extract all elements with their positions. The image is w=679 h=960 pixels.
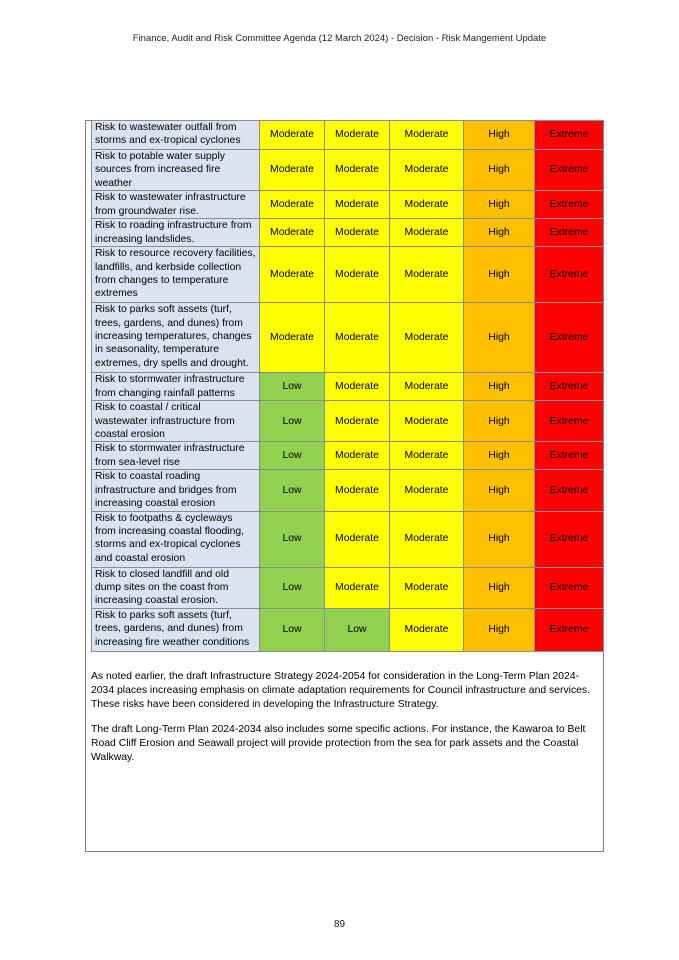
risk-rating-cell: Moderate [325, 401, 390, 442]
risk-rating-cell: Extreme [535, 219, 604, 247]
page-header: Finance, Audit and Risk Committee Agenda (12 March 2024) - Decision - Risk Mangement Update [132, 33, 547, 44]
risk-rating-cell: Low [260, 470, 325, 511]
risk-rating-cell: Extreme [535, 191, 604, 219]
risk-rating-cell: Low [325, 608, 390, 651]
risk-rating-cell: Extreme [535, 608, 604, 651]
risk-rating-cell: Moderate [260, 150, 325, 191]
risk-description-cell: Risk to parks soft assets (turf, trees, gardens, and dunes) from increasing fire weather conditions [92, 608, 260, 651]
risk-rating-cell: Moderate [325, 247, 390, 303]
risk-rating-cell: Moderate [260, 191, 325, 219]
risk-description-cell: Risk to resource recovery facilities, landfills, and kerbside collection from changes to temperature extremes [92, 247, 260, 303]
paragraph-long-term-plan: The draft Long-Term Plan 2024-2034 also includes some specific actions. For instance, the Kawaroa to Belt Road Cliff Erosion and Seawall project will provide protection from the sea for park assets and the Coastal Walkway. [91, 724, 586, 763]
risk-description-cell: Risk to roading infrastructure from increasing landslides. [92, 219, 260, 247]
risk-rating-cell: Moderate [325, 511, 390, 567]
risk-rating-cell: Moderate [325, 470, 390, 511]
risk-rating-cell: Moderate [325, 442, 390, 470]
table-row [92, 442, 604, 470]
risk-rating-cell: Moderate [325, 150, 390, 191]
table-row [92, 121, 604, 150]
risk-rating-cell: High [464, 373, 535, 401]
table-row [92, 150, 604, 191]
risk-rating-cell: Moderate [390, 191, 464, 219]
risk-rating-cell: Moderate [390, 303, 464, 373]
risk-rating-cell: Moderate [390, 219, 464, 247]
risk-description-cell: Risk to stormwater infrastructure from sea-level rise [92, 442, 260, 470]
risk-table-body [92, 121, 604, 652]
table-row [92, 373, 604, 401]
risk-rating-cell: Moderate [325, 219, 390, 247]
risk-description-cell: Risk to parks soft assets (turf, trees, gardens, and dunes) from increasing temperatures, changes in seasonality, temperature extremes, dry spells and drought. [92, 303, 260, 373]
risk-rating-cell: Moderate [260, 121, 325, 150]
risk-rating-cell: Moderate [260, 219, 325, 247]
risk-rating-cell: Extreme [535, 150, 604, 191]
table-row [92, 303, 604, 373]
risk-description-cell: Risk to stormwater infrastructure from changing rainfall patterns [92, 373, 260, 401]
risk-rating-cell: Low [260, 608, 325, 651]
risk-rating-cell: Moderate [260, 247, 325, 303]
risk-rating-cell: Low [260, 442, 325, 470]
risk-rating-cell: High [464, 247, 535, 303]
risk-rating-cell: High [464, 219, 535, 247]
risk-rating-cell: Extreme [535, 247, 604, 303]
table-row [92, 401, 604, 442]
risk-rating-cell: Moderate [325, 373, 390, 401]
risk-rating-cell: High [464, 567, 535, 608]
risk-rating-cell: High [464, 191, 535, 219]
risk-rating-cell: High [464, 303, 535, 373]
risk-rating-cell: High [464, 150, 535, 191]
risk-description-cell: Risk to wastewater outfall from storms and ex-tropical cyclones [92, 121, 260, 150]
risk-rating-cell: Moderate [390, 121, 464, 150]
risk-rating-cell: Moderate [390, 247, 464, 303]
risk-description-cell: Risk to footpaths & cycleways from increasing coastal flooding, storms and ex-tropical cyclones and coastal erosion [92, 511, 260, 567]
risk-rating-cell: Extreme [535, 511, 604, 567]
risk-rating-cell: High [464, 442, 535, 470]
risk-rating-cell: Extreme [535, 567, 604, 608]
risk-rating-cell: Moderate [390, 401, 464, 442]
table-row [92, 608, 604, 651]
risk-rating-cell: Moderate [390, 511, 464, 567]
table-row [92, 219, 604, 247]
risk-rating-cell: Moderate [390, 442, 464, 470]
risk-rating-cell: Moderate [325, 191, 390, 219]
paragraph-infrastructure-strategy: As noted earlier, the draft Infrastructure Strategy 2024-2054 for consideration in the Long-Term Plan 2024-2034 places increasing emphasis on climate adaptation requirements for Council infrastructure and services. These risks have been considered in developing the Infrastructure Strategy. [91, 671, 591, 710]
table-row [92, 191, 604, 219]
risk-table [91, 120, 604, 652]
risk-description-cell: Risk to wastewater infrastructure from groundwater rise. [92, 191, 260, 219]
table-row [92, 247, 604, 303]
risk-rating-cell: Extreme [535, 470, 604, 511]
risk-rating-cell: High [464, 511, 535, 567]
risk-rating-cell: Low [260, 373, 325, 401]
risk-rating-cell: High [464, 470, 535, 511]
risk-rating-cell: Moderate [390, 567, 464, 608]
risk-rating-cell: Moderate [325, 303, 390, 373]
table-row [92, 567, 604, 608]
risk-rating-cell: Low [260, 511, 325, 567]
risk-rating-cell: Low [260, 567, 325, 608]
risk-rating-cell: Moderate [325, 567, 390, 608]
risk-rating-cell: High [464, 401, 535, 442]
risk-rating-cell: High [464, 608, 535, 651]
risk-description-cell: Risk to potable water supply sources from increased fire weather [92, 150, 260, 191]
risk-rating-cell: Moderate [325, 121, 390, 150]
risk-rating-cell: Extreme [535, 401, 604, 442]
risk-rating-cell: Moderate [390, 470, 464, 511]
table-row [92, 511, 604, 567]
risk-rating-cell: Moderate [390, 150, 464, 191]
risk-rating-cell: Moderate [390, 608, 464, 651]
risk-rating-cell: Low [260, 401, 325, 442]
risk-description-cell: Risk to coastal roading infrastructure and bridges from increasing coastal erosion [92, 470, 260, 511]
risk-rating-cell: High [464, 121, 535, 150]
risk-description-cell: Risk to closed landfill and old dump sites on the coast from increasing coastal erosion. [92, 567, 260, 608]
risk-rating-cell: Extreme [535, 442, 604, 470]
risk-rating-cell: Extreme [535, 373, 604, 401]
risk-rating-cell: Moderate [260, 303, 325, 373]
risk-rating-cell: Extreme [535, 121, 604, 150]
risk-rating-cell: Extreme [535, 303, 604, 373]
page-number: 89 [333, 919, 346, 930]
table-row [92, 470, 604, 511]
risk-rating-cell: Moderate [390, 373, 464, 401]
risk-description-cell: Risk to coastal / critical wastewater infrastructure from coastal erosion [92, 401, 260, 442]
